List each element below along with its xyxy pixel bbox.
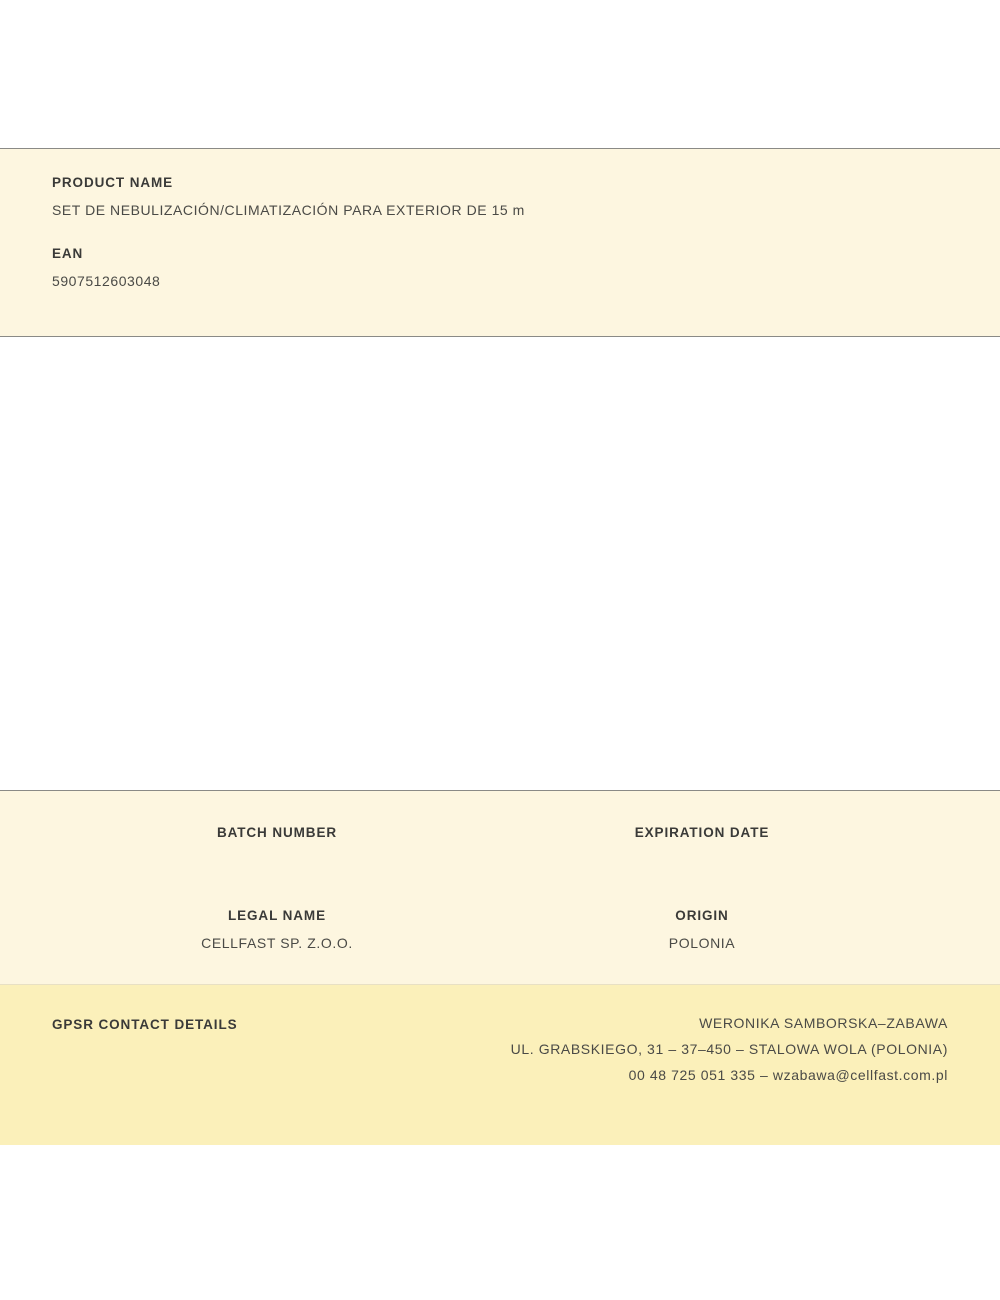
product-name-value: SET DE NEBULIZACIÓN/CLIMATIZACIÓN PARA EXTERIOR DE 15 m [52, 202, 525, 218]
blank-content-area [0, 337, 1000, 790]
product-name-label: PRODUCT NAME [52, 175, 174, 190]
legal-name-cell [52, 908, 502, 951]
gpsr-contact-label: GPSR CONTACT DETAILS [52, 1017, 238, 1032]
gpsr-contact-person: WERONIKA SAMBORSKA–ZABAWA [699, 1015, 948, 1031]
origin-label: ORIGIN [675, 908, 729, 923]
gpsr-contact-lines [511, 1015, 948, 1083]
batch-number-cell [52, 825, 502, 852]
ean-label: EAN [52, 246, 84, 261]
meta-row-legal [0, 852, 1000, 951]
meta-spacer-left-2 [0, 908, 52, 951]
meta-row-batch [0, 791, 1000, 852]
ean-group [52, 246, 948, 289]
product-meta-section [0, 790, 1000, 985]
legal-name-label: LEGAL NAME [227, 908, 326, 923]
batch-number-label: BATCH NUMBER [216, 825, 338, 840]
expiration-date-cell [502, 825, 902, 852]
origin-cell [502, 908, 902, 951]
gpsr-contact-phone-email: 00 48 725 051 335 – wzabawa@cellfast.com.pl [628, 1067, 948, 1083]
product-details-inner [0, 149, 1000, 289]
product-details-section [0, 148, 1000, 337]
ean-value: 5907512603048 [52, 273, 161, 289]
origin-value: POLONIA [668, 935, 736, 951]
legal-name-value: CELLFAST SP. Z.O.O. [201, 935, 353, 951]
gpsr-contact-section [0, 985, 1000, 1145]
expiration-date-label: EXPIRATION DATE [634, 825, 770, 840]
meta-spacer-left [0, 825, 52, 852]
gpsr-contact-address: UL. GRABSKIEGO, 31 – 37–450 – STALOWA WOLA (POLONIA) [510, 1041, 948, 1057]
